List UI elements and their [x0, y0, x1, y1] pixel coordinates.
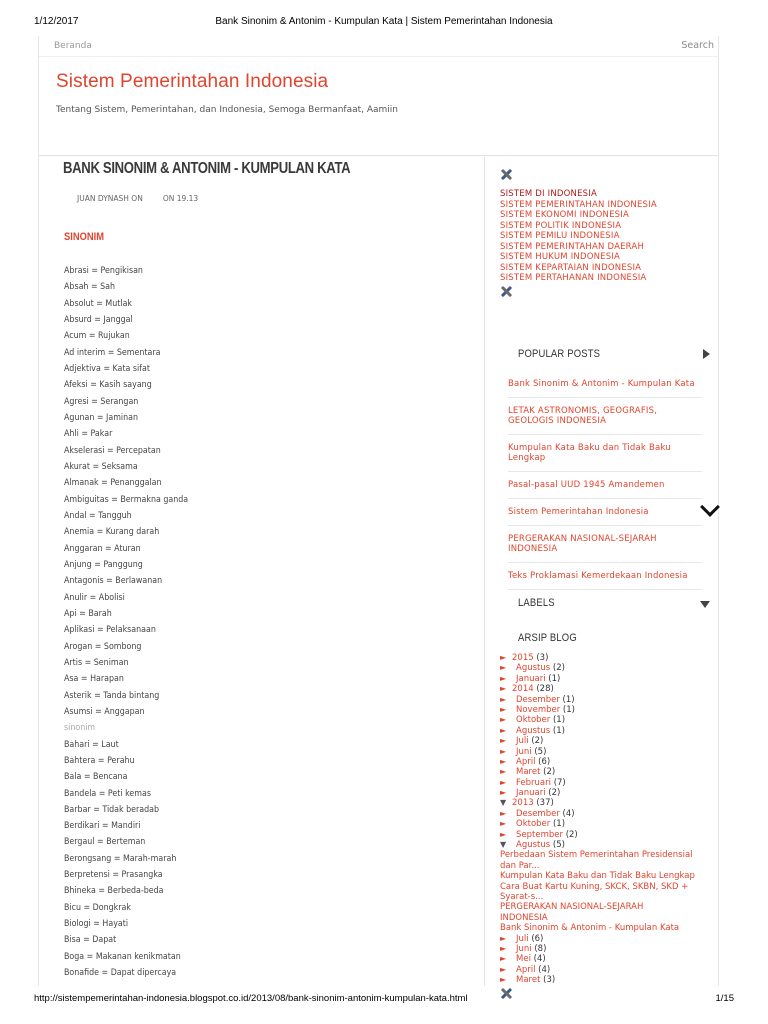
archive-link[interactable]: 2015 — [512, 653, 534, 663]
synonym-item: Bisa = Dapat — [64, 935, 117, 946]
synonym-item: Antagonis = Berlawanan — [64, 576, 163, 587]
popular-post-link[interactable]: Teks Proklamasi Kemerdekaan Indonesia — [508, 563, 702, 590]
archive-count: (2) — [548, 788, 561, 799]
archive-post-link[interactable]: INDONESIA — [500, 912, 548, 923]
archive-count: (3) — [536, 653, 549, 663]
site-header — [39, 56, 718, 156]
synonym-item: Anulir = Abolisi — [64, 592, 125, 603]
archive-count: (6) — [538, 756, 551, 767]
archive-row — [500, 809, 714, 819]
category-menu-item[interactable]: SISTEM PEMERINTAHAN DAERAH — [500, 241, 645, 252]
toggle-closed-icon[interactable]: ► — [500, 673, 507, 683]
archive-link[interactable]: Februari — [516, 777, 551, 788]
archive-post-link[interactable]: Cara Buat Kartu Kuning, SKCK, SKBN, SKD + — [500, 881, 689, 892]
popular-post-link[interactable]: LETAK ASTRONOMIS, GEOGRAFIS, GEOLOGIS INDONESIA — [508, 398, 702, 435]
synonym-item: Almanak = Penanggalan — [64, 478, 162, 489]
archive-link[interactable]: Agustus — [516, 663, 551, 674]
post-title: BANK SINONIM & ANTONIM - KUMPULAN KATA — [63, 160, 351, 177]
toggle-closed-icon[interactable]: ► — [500, 808, 507, 818]
archive-count: (1) — [562, 694, 575, 705]
archive-count: (4) — [562, 808, 575, 819]
synonym-item: Akselerasi = Percepatan — [64, 445, 161, 456]
category-menu-item[interactable]: SISTEM PEMERINTAHAN INDONESIA — [500, 199, 657, 210]
synonym-item: Absah = Sah — [64, 282, 116, 293]
synonym-item: Bala = Bencana — [64, 772, 128, 783]
archive-link[interactable]: Januari — [516, 673, 546, 684]
archive-post-link[interactable]: PERGERAKAN NASIONAL-SEJARAH — [500, 902, 644, 913]
blog-archive — [500, 653, 714, 986]
archive-link[interactable]: September — [516, 829, 563, 840]
archive-link[interactable]: April — [516, 756, 536, 767]
caret-down-icon[interactable] — [700, 601, 710, 608]
synonym-item: Andal = Tangguh — [64, 510, 132, 521]
archive-row — [500, 944, 714, 954]
tools-icon[interactable] — [500, 285, 513, 298]
archive-link[interactable]: Maret — [516, 767, 541, 778]
synonym-item: Anggaran = Aturan — [64, 543, 141, 554]
synonym-item: Asumsi = Anggapan — [64, 706, 145, 717]
synonym-item: Aplikasi = Pelaksanaan — [64, 625, 156, 636]
synonym-item: Ad interim = Sementara — [64, 347, 161, 358]
archive-link[interactable]: Juli — [516, 736, 529, 747]
synonym-item: Absurd = Janggal — [64, 314, 133, 325]
archive-count: (37) — [536, 798, 554, 809]
archive-count: (2) — [531, 736, 544, 747]
archive-row — [500, 975, 714, 985]
home-link[interactable]: Beranda — [54, 41, 92, 51]
toggle-open-icon[interactable]: ▼ — [500, 840, 507, 850]
category-menu-item[interactable]: SISTEM DI INDONESIA — [500, 189, 597, 199]
toggle-closed-icon[interactable]: ► — [500, 788, 507, 798]
archive-count: (5) — [552, 840, 565, 851]
print-page-number: 1/15 — [715, 993, 734, 1004]
popular-posts-title: POPULAR POSTS — [518, 348, 601, 360]
archive-row — [500, 934, 714, 944]
archive-count: (4) — [533, 954, 546, 965]
category-menu-item[interactable]: SISTEM HUKUM INDONESIA — [500, 252, 621, 262]
archive-row — [500, 653, 714, 663]
archive-link[interactable]: Maret — [516, 975, 541, 986]
print-header — [0, 16, 768, 32]
archive-row — [500, 798, 714, 808]
toggle-closed-icon[interactable]: ► — [500, 746, 507, 756]
synonym-item: Abrasi = Pengikisan — [64, 266, 143, 276]
synonym-item: sinonim — [64, 723, 96, 734]
archive-row — [500, 767, 714, 777]
archive-count: (1) — [552, 819, 566, 830]
archive-row — [500, 684, 714, 694]
print-date: 1/12/2017 — [34, 16, 79, 27]
toggle-closed-icon[interactable]: ► — [500, 964, 507, 974]
archive-row — [500, 736, 714, 746]
archive-row — [500, 778, 714, 788]
archive-link[interactable]: Juni — [516, 943, 532, 954]
print-footer — [0, 993, 768, 1009]
section-heading: SINONIM — [64, 231, 105, 243]
archive-row — [500, 747, 714, 757]
archive-row — [500, 715, 714, 725]
synonym-item: Agunan = Jaminan — [64, 412, 139, 423]
toggle-closed-icon[interactable]: ► — [500, 954, 507, 964]
archive-link[interactable]: Oktober — [516, 819, 551, 830]
synonym-item: Berongsang = Marah-marah — [64, 853, 177, 864]
toggle-closed-icon[interactable]: ► — [500, 653, 507, 662]
post-author[interactable]: JUAN DYNASH ON — [77, 194, 143, 203]
site-title[interactable]: Sistem Pemerintahan Indonesia — [56, 71, 329, 92]
synonym-item: Anjung = Panggung — [64, 559, 143, 570]
toggle-closed-icon[interactable]: ► — [500, 684, 507, 694]
toggle-closed-icon[interactable]: ► — [500, 829, 507, 839]
print-url: http://sistempemerintahan-indonesia.blogspot.co.id/2013/08/bank-sinonim-antonim-kumpulan-kata.html — [34, 993, 468, 1004]
synonym-item: Bandela = Peti kemas — [64, 788, 151, 799]
synonym-item: Boga = Makanan kenikmatan — [64, 951, 181, 962]
synonym-item: Akurat = Seksama — [64, 461, 138, 472]
toggle-closed-icon[interactable]: ► — [500, 777, 507, 787]
archive-row — [500, 695, 714, 705]
archive-row — [500, 954, 714, 964]
toggle-closed-icon[interactable]: ► — [500, 694, 507, 704]
category-menu-item[interactable]: SISTEM PEMILU INDONESIA — [500, 231, 620, 241]
print-title: Bank Sinonim & Antonim - Kumpulan Kata | Sistem Pemerintahan Indonesia — [215, 16, 553, 27]
archive-row — [500, 830, 714, 840]
toggle-closed-icon[interactable]: ► — [500, 756, 507, 766]
archive-count: (6) — [531, 933, 544, 944]
archive-row — [500, 965, 714, 975]
toggle-open-icon[interactable]: ▼ — [500, 798, 507, 808]
synonym-item: Arogan = Sombong — [64, 641, 142, 652]
category-menu-item[interactable]: SISTEM POLITIK INDONESIA — [500, 220, 622, 231]
toggle-closed-icon[interactable]: ► — [500, 943, 507, 953]
archive-row — [500, 674, 714, 684]
archive-count: (2) — [543, 767, 556, 778]
synonym-item: Agresi = Serangan — [64, 396, 139, 407]
archive-count: (3) — [543, 975, 556, 986]
archive-link[interactable]: Desember — [516, 808, 560, 819]
archive-link[interactable]: Agustus — [516, 725, 551, 736]
sidebar — [486, 157, 718, 986]
synonym-item: Barbar = Tidak beradab — [64, 804, 160, 815]
synonym-item: Adjektiva = Kata sifat — [64, 363, 150, 374]
archive-link[interactable]: April — [516, 964, 536, 975]
archive-post-link[interactable]: dan Par... — [500, 860, 540, 871]
synonym-item: Asterik = Tanda bintang — [64, 690, 160, 701]
toggle-closed-icon[interactable]: ► — [500, 819, 507, 829]
archive-row — [500, 726, 714, 736]
archive-row — [500, 757, 714, 767]
synonym-item: Anemia = Kurang darah — [64, 527, 160, 538]
toggle-closed-icon[interactable]: ► — [500, 725, 507, 735]
archive-row — [500, 819, 714, 829]
post-meta — [77, 194, 198, 203]
archive-link[interactable]: Juni — [516, 746, 532, 757]
labels-title: LABELS — [518, 597, 555, 609]
archive-post-link[interactable]: Syarat-s... — [500, 891, 544, 902]
synonym-item: Bhineka = Berbeda-beda — [64, 886, 164, 897]
popular-post-link[interactable]: PERGERAKAN NASIONAL-SEJARAH INDONESIA — [508, 526, 702, 563]
archive-link[interactable]: Desember — [516, 694, 560, 705]
archive-link[interactable]: November — [516, 704, 561, 715]
synonym-item: Bicu = Dongkrak — [64, 902, 131, 913]
archive-link[interactable]: Januari — [516, 788, 546, 799]
synonym-list — [64, 263, 464, 981]
archive-post-link[interactable]: Perbedaan Sistem Pemerintahan Presidensial — [500, 850, 693, 861]
archive-count: (5) — [534, 746, 547, 757]
synonym-item: Absolut = Mutlak — [64, 298, 133, 309]
toggle-closed-icon[interactable]: ► — [500, 663, 507, 673]
archive-link[interactable]: 2014 — [512, 684, 534, 695]
synonym-item: Bahari = Laut — [64, 739, 119, 750]
archive-count: (4) — [538, 964, 551, 975]
archive-count: (1) — [552, 715, 566, 726]
post-column — [39, 157, 485, 986]
site-description: Tentang Sistem, Pemerintahan, dan Indonesia, Semoga Bermanfaat, Aamiin — [56, 105, 399, 115]
tools-icon[interactable] — [500, 168, 513, 181]
synonym-item: Asa = Harapan — [64, 674, 124, 685]
archive-count: (1) — [548, 673, 561, 684]
popular-post-link[interactable]: Pasal-pasal UUD 1945 Amandemen — [508, 472, 702, 499]
page-frame — [38, 36, 719, 986]
archive-count: (2) — [552, 663, 565, 674]
synonym-item: Bergaul = Berteman — [64, 837, 146, 848]
top-nav — [39, 36, 718, 56]
synonym-item: Berdikari = Mandiri — [64, 821, 141, 832]
toggle-closed-icon[interactable]: ► — [500, 767, 507, 777]
archive-row — [500, 663, 714, 673]
archive-link[interactable]: 2013 — [512, 798, 534, 809]
archive-count: (1) — [562, 704, 575, 715]
synonym-item: Ambiguitas = Bermakna ganda — [64, 494, 189, 505]
caret-right-icon[interactable] — [703, 349, 710, 359]
archive-title: ARSIP BLOG — [518, 632, 577, 644]
popular-post-link[interactable]: Bank Sinonim & Antonim - Kumpulan Kata — [508, 371, 702, 398]
archive-link[interactable]: Mei — [516, 954, 531, 965]
popular-post-link[interactable]: Kumpulan Kata Baku dan Tidak Baku Lengkap — [508, 435, 702, 472]
popular-post-link[interactable]: Sistem Pemerintahan Indonesia — [508, 499, 702, 526]
chevron-down-icon[interactable] — [699, 500, 723, 520]
archive-count: (8) — [534, 943, 547, 954]
synonym-item: Api = Barah — [64, 608, 112, 619]
popular-posts-list — [508, 371, 702, 590]
archive-count: (1) — [552, 725, 565, 736]
archive-link[interactable]: Juli — [516, 933, 529, 944]
toggle-closed-icon[interactable]: ► — [500, 736, 507, 746]
toggle-closed-icon[interactable]: ► — [500, 933, 507, 943]
toggle-closed-icon[interactable]: ► — [500, 975, 507, 985]
synonym-item: Biologi = Hayati — [64, 919, 129, 930]
synonym-item: Ahli = Pakar — [64, 429, 113, 440]
synonym-item: Berpretensi = Prasangka — [64, 870, 163, 881]
synonym-item: Bahtera = Perahu — [64, 755, 135, 766]
category-menu — [500, 189, 714, 284]
archive-link[interactable]: Oktober — [516, 715, 551, 726]
archive-link[interactable]: Agustus — [516, 840, 551, 851]
synonym-item: Artis = Seniman — [64, 657, 129, 668]
category-menu-item[interactable]: SISTEM PERTAHANAN INDONESIA — [500, 273, 647, 283]
synonym-item: Bonafide = Dapat dipercaya — [64, 968, 177, 979]
post-time[interactable]: ON 19.13 — [162, 194, 199, 203]
archive-count: (2) — [565, 829, 578, 840]
archive-post-link[interactable]: Kumpulan Kata Baku dan Tidak Baku Lengkap — [500, 871, 695, 882]
archive-row — [500, 788, 714, 798]
toggle-closed-icon[interactable]: ► — [500, 704, 507, 714]
search-link[interactable]: Search — [681, 40, 714, 51]
synonym-item: Afeksi = Kasih sayang — [64, 380, 152, 391]
toggle-closed-icon[interactable]: ► — [500, 715, 507, 725]
category-menu-item[interactable]: SISTEM EKONOMI INDONESIA — [500, 210, 630, 220]
category-menu-item[interactable]: SISTEM KEPARTAIAN INDONESIA — [500, 262, 642, 273]
archive-row — [500, 705, 714, 715]
archive-row — [500, 840, 714, 850]
archive-post-link[interactable]: Bank Sinonim & Antonim - Kumpulan Kata — [500, 923, 680, 934]
archive-count: (28) — [536, 684, 554, 695]
archive-count: (7) — [553, 777, 566, 788]
synonym-item: Acum = Rujukan — [64, 331, 130, 342]
